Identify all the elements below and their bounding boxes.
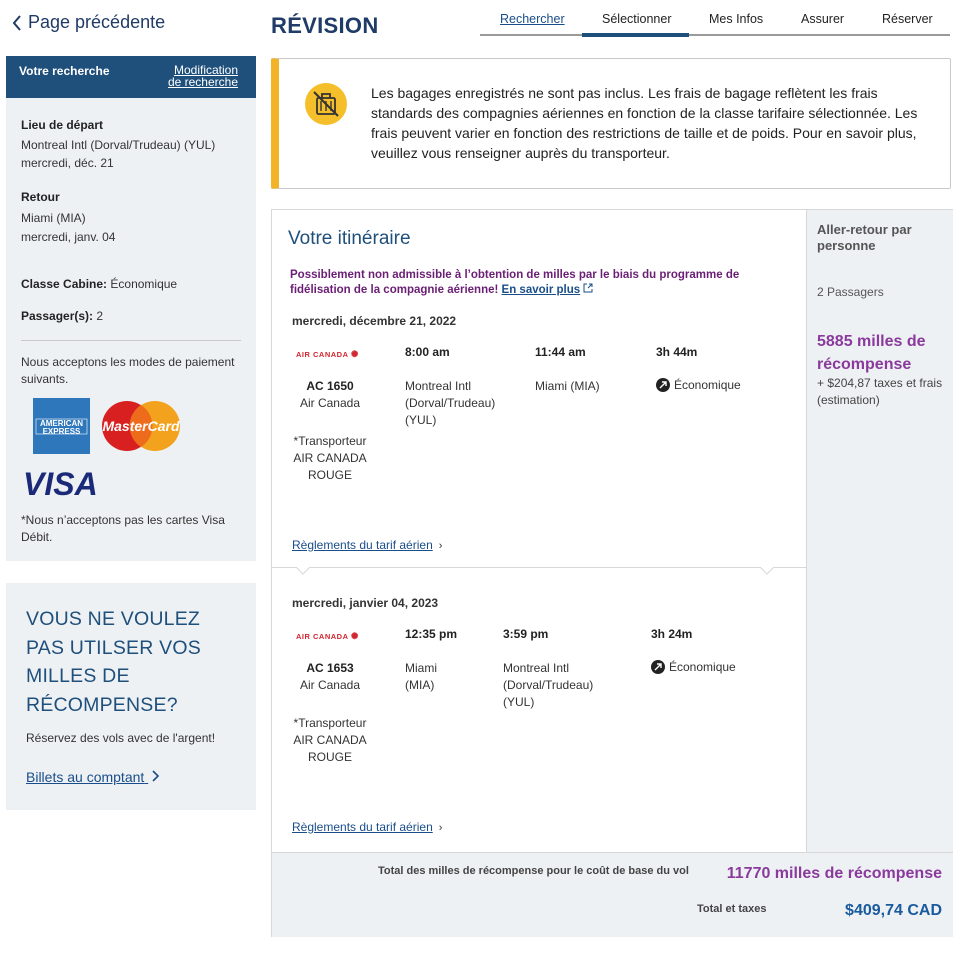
search-summary-title: Votre recherche [19, 64, 110, 78]
air-canada-logo [296, 631, 359, 642]
active-step-indicator [582, 33, 689, 37]
return-cabin-label: Économique [669, 660, 736, 674]
cash-booking-promo [6, 583, 256, 810]
outbound-date: mercredi, décembre 21, 2022 [292, 314, 457, 328]
visa-debit-note: *Nous n’acceptons pas les cartes Visa Débit. [21, 513, 225, 544]
itinerary-title: Votre itinéraire [288, 228, 411, 249]
visa-text: VISA [23, 466, 98, 500]
air-canada-logo-text: AIR CANADA [296, 350, 349, 359]
loyalty-notice [290, 268, 802, 297]
amex-logo [33, 398, 90, 454]
price-summary-header: Aller-retour par personne [817, 222, 912, 253]
chevron-right-icon: › [438, 822, 443, 834]
outbound-to: Miami (MIA) [535, 379, 600, 393]
fare-rules-label: Règlements du tarif aérien [292, 538, 433, 552]
fees-per-person: + $204,87 taxes et frais (estimation) [817, 376, 943, 407]
plane-icon [651, 660, 665, 674]
air-canada-logo [296, 349, 359, 360]
steps-rule [480, 34, 950, 36]
return-depart-time: 12:35 pm [405, 627, 458, 641]
amex-card-icon [33, 398, 90, 454]
amex-text-line1: AMERICAN [39, 419, 84, 428]
learn-more-link[interactable] [502, 284, 581, 296]
divider-notch-left [296, 567, 310, 575]
outbound-airline: Air Canada [299, 396, 361, 410]
departure-label: Lieu de départ [21, 118, 104, 132]
learn-more-label: En savoir plus [501, 283, 581, 296]
return-operator: *Transporteur AIR CANADA ROUGE [293, 716, 367, 764]
modify-search-link[interactable]: Modification de recherche [167, 63, 238, 89]
return-flight-number-value: AC 1653 [306, 661, 354, 675]
itinerary-details [272, 210, 807, 852]
maple-leaf-icon: ✺ [350, 631, 359, 641]
fare-rules-link-outbound[interactable] [292, 538, 442, 552]
passenger-count-value: 2 [96, 309, 104, 323]
passenger-count-label: Passager(s): [21, 309, 94, 323]
outbound-flight-number [292, 378, 368, 412]
passenger-count-summary: 2 Passagers [817, 285, 884, 299]
loyalty-notice-text: Possiblement non admissible à l’obtention de milles par le biais du programme de fidélisation de la compagnie aérienne! [290, 269, 740, 296]
fare-rules-label: Règlements du tarif aérien [292, 820, 433, 834]
segment-divider [272, 567, 807, 568]
miles-per-person: 5885 milles de récompense [817, 333, 926, 373]
return-airline: Air Canada [299, 678, 361, 692]
visa-icon [21, 466, 111, 500]
totals-footer [272, 852, 953, 937]
total-taxes-label: Total et taxes [697, 903, 767, 915]
cabin-class-value: Économique [110, 277, 178, 291]
chevron-right-icon: › [438, 540, 443, 552]
visa-logo [21, 466, 111, 500]
amex-text-line2: EXPRESS [42, 427, 81, 436]
air-canada-logo-text: AIR CANADA [296, 632, 349, 641]
outbound-from: Montreal Intl (Dorval/Trudeau) (YUL) [405, 379, 496, 427]
return-from: Miami (MIA) [405, 661, 437, 692]
booking-steps-nav [480, 0, 950, 38]
mastercard-icon [100, 400, 182, 452]
fare-rules-link-return[interactable] [292, 820, 442, 834]
back-link[interactable] [12, 12, 165, 33]
return-flight-number [292, 660, 368, 694]
return-arrive-time: 3:59 pm [503, 627, 549, 641]
page-title: RÉVISION [271, 13, 379, 38]
outbound-cabin [656, 378, 741, 392]
mastercard-logo [100, 400, 182, 452]
return-label: Retour [21, 190, 60, 204]
step-insure: Assurer [801, 12, 845, 26]
total-miles-label: Total des milles de récompense pour le coût de base du vol [378, 865, 689, 877]
passenger-count [21, 309, 103, 323]
return-date: mercredi, janv. 04 [21, 230, 116, 244]
divider [21, 340, 241, 341]
departure-date: mercredi, déc. 21 [21, 156, 114, 170]
payment-note: Nous acceptons les modes de paiement suivants. [21, 355, 235, 386]
external-link-icon [583, 283, 593, 293]
divider-notch-right [760, 567, 774, 575]
price-summary [807, 210, 953, 852]
total-miles-value: 11770 milles de récompense [726, 865, 942, 882]
step-select: Sélectionner [602, 12, 672, 26]
promo-title: VOUS NE VOULEZ PAS UTILSER VOS MILLES DE RÉCOMPENSE? [26, 608, 201, 716]
outbound-cabin-label: Économique [674, 378, 741, 392]
promo-subtitle: Réservez des vols avec de l'argent! [26, 731, 216, 745]
total-taxes-value: $409,74 CAD [845, 902, 942, 919]
cabin-class-label: Classe Cabine: [21, 277, 108, 291]
baggage-notice [271, 58, 951, 189]
outbound-arrive-time: 11:44 am [535, 345, 586, 359]
itinerary-card [271, 209, 953, 937]
return-to: Montreal Intl (Dorval/Trudeau) (YUL) [503, 661, 594, 709]
outbound-operator: *Transporteur AIR CANADA ROUGE [293, 434, 367, 482]
step-search[interactable]: Rechercher [500, 12, 565, 26]
outbound-duration: 3h 44m [656, 345, 698, 359]
chevron-left-icon [12, 15, 22, 31]
departure-place: Montreal Intl (Dorval/Trudeau) (YUL) [21, 138, 216, 152]
mastercard-text: MasterCard [102, 418, 180, 434]
chevron-right-icon [152, 770, 160, 782]
outbound-flight-number-value: AC 1650 [306, 379, 354, 393]
return-cabin [651, 660, 736, 674]
search-summary-panel [6, 56, 256, 561]
maple-leaf-icon: ✺ [350, 349, 359, 359]
step-my-info: Mes Infos [709, 12, 764, 26]
baggage-notice-text: Les bagages enregistrés ne sont pas inclus. Les frais de bagage reflètent les frais standards des compagnies aériennes en fonction de la classe tarifaire sélectionnée. Les frais peuvent varier en fonction des restrictions de taille et de poids. Pour en savoir plus, veuillez vous renseigner auprès du transporteur. [371, 85, 918, 161]
return-flight-date: mercredi, janvier 04, 2023 [292, 596, 439, 610]
search-summary-header [6, 56, 256, 98]
step-book: Réserver [882, 12, 933, 26]
back-link-label: Page précédente [28, 12, 166, 32]
outbound-depart-time: 8:00 am [405, 345, 450, 359]
cabin-class [21, 277, 177, 291]
cash-tickets-link[interactable] [26, 769, 160, 785]
cash-tickets-link-label: Billets au comptant [26, 769, 145, 785]
return-place: Miami (MIA) [21, 211, 86, 225]
return-duration: 3h 24m [651, 627, 693, 641]
baggage-excluded-icon [305, 83, 347, 125]
plane-icon [656, 378, 670, 392]
